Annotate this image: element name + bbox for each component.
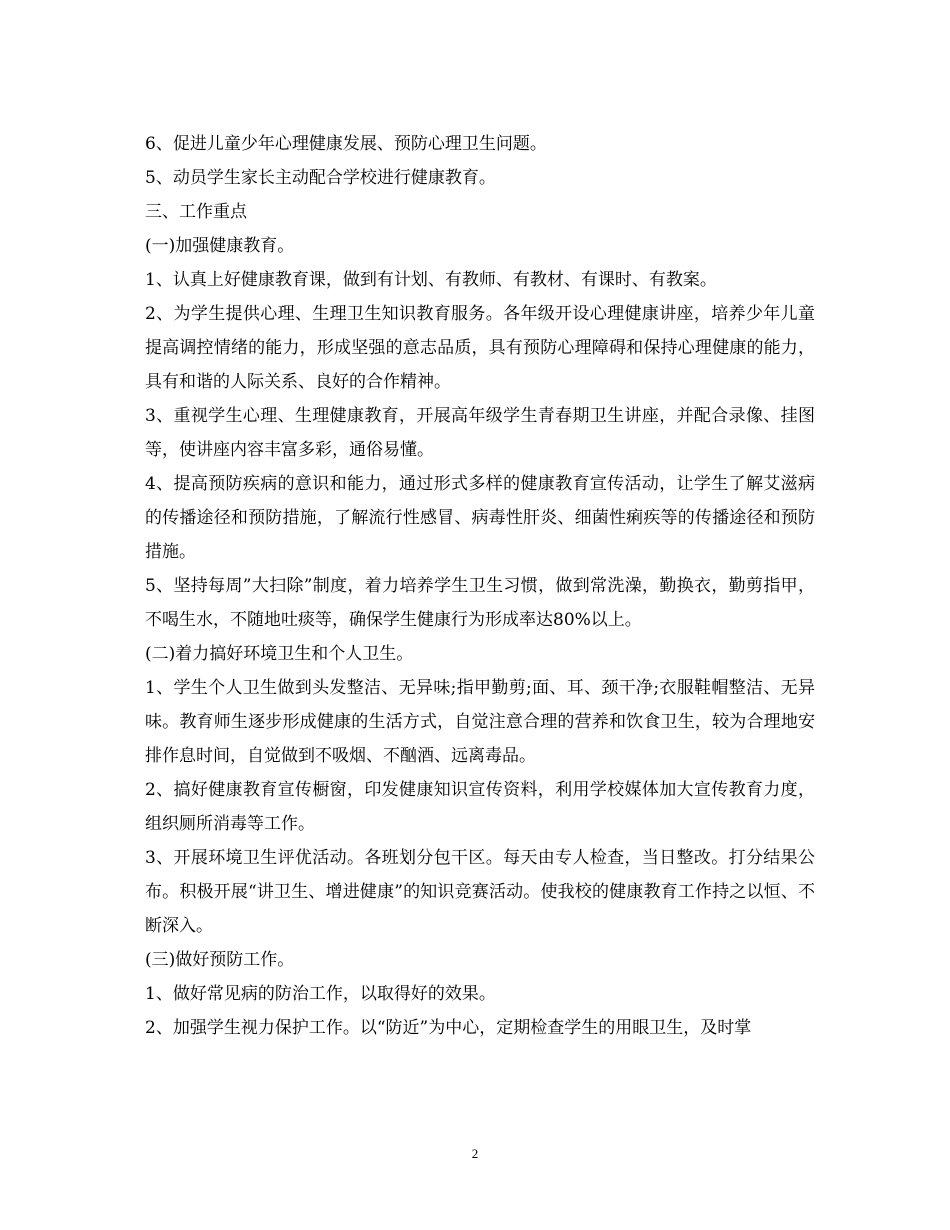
paragraph: 3、重视学生心理、生理健康教育，开展高年级学生青春期卫生讲座，并配合录像、挂图等，使讲座内容丰富多彩，通俗易懂。 — [145, 406, 815, 460]
subsection-heading: (一)加强健康教育。 — [145, 236, 295, 256]
paragraph: 2、加强学生视力保护工作。以“防近”为中心，定期检查学生的用眼卫生，及时掌 — [145, 1018, 752, 1038]
paragraph: 3、开展环境卫生评优活动。各班划分包干区。每天由专人检查，当日整改。打分结果公布。积极开展“讲卫生、增进健康”的知识竞赛活动。使我校的健康教育工作持之以恒、不断深入。 — [145, 848, 815, 936]
paragraph: 2、为学生提供心理、生理卫生知识教育服务。各年级开设心理健康讲座，培养少年儿童提高调控情绪的能力，形成坚强的意志品质，具有预防心理障碍和保持心理健康的能力，具有和谐的人际关系、良好的合作精神。 — [145, 304, 815, 392]
paragraph: 5、动员学生家长主动配合学校进行健康教育。 — [145, 168, 496, 188]
subsection-heading: (二)着力搞好环境卫生和个人卫生。 — [145, 644, 414, 664]
paragraph: 1、学生个人卫生做到头发整洁、无异味;指甲勤剪;面、耳、颈干净;衣服鞋帽整洁、无异味。教育师生逐步形成健康的生活方式，自觉注意合理的营养和饮食卫生，较为合理地安排作息时间，自觉做到不吸烟、不酗酒、远离毒品。 — [145, 678, 815, 766]
section-heading: 三、工作重点 — [145, 202, 247, 222]
paragraph: 1、认真上好健康教育课，做到有计划、有教师、有教材、有课时、有教案。 — [145, 270, 717, 290]
paragraph: 5、坚持每周”大扫除”制度，着力培养学生卫生习惯，做到常洗澡，勤换衣，勤剪指甲，不喝生水，不随地吐痰等，确保学生健康行为形成率达80%以上。 — [145, 576, 815, 630]
paragraph: 4、提高预防疾病的意识和能力，通过形式多样的健康教育宣传活动，让学生了解艾滋病的传播途径和预防措施，了解流行性感冒、病毒性肝炎、细菌性痢疾等的传播途径和预防措施。 — [145, 474, 815, 562]
paragraph: 2、搞好健康教育宣传橱窗，印发健康知识宣传资料，利用学校媒体加大宣传教育力度，组织厕所消毒等工作。 — [145, 780, 815, 834]
page-number: 2 — [471, 1146, 479, 1161]
paragraph: 6、促进儿童少年心理健康发展、预防心理卫生问题。 — [145, 134, 547, 154]
subsection-heading: (三)做好预防工作。 — [145, 950, 295, 970]
paragraph: 1、做好常见病的防治工作，以取得好的效果。 — [145, 984, 496, 1004]
document-body — [145, 127, 815, 1045]
